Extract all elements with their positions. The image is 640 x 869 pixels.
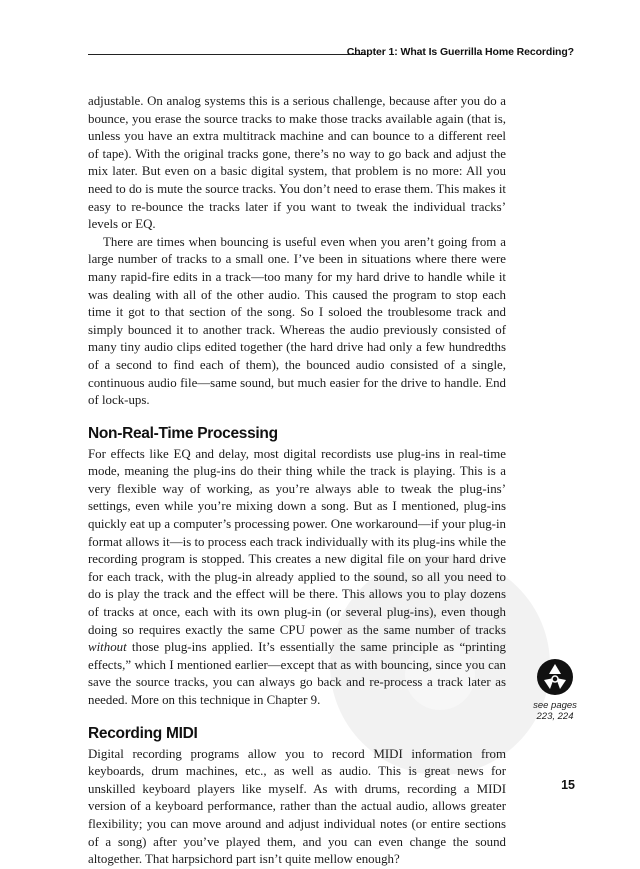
see-pages-label: see pages [533,700,577,711]
page-number: 15 [561,778,575,792]
paragraph: There are times when bouncing is useful even when you aren’t going from a large number of tracks to a small one. I’ve been in situations where there were many rapid-fire edits in a track—too many for my hard drive to handle while it was dealing with all of the other audio. This caused the program to stop each time it got to that section of the song. So I soloed the troublesome track and simply bounced it to another track. Whereas the audio previously consisted of many tiny audio clips edited together (the hard drive had only a few hundredths of a second to find each of them), the bounced audio consisted of a single, continuous audio file—same sound, but much easier for the drive to handle. End of lock-ups. [88,234,506,408]
section-heading: Recording MIDI [88,724,198,742]
paragraph-text: those plug-ins applied. It’s essentially the same principle as “printing effects,” which I mentioned earlier—except that as with bouncing, since you can save the source tracks, you can always go back and re-process a track later as needed. More on this technique in Chapter 9. [88,640,506,707]
chapter-title: Chapter 1: What Is Guerrilla Home Recording? [346,46,574,58]
header-rule [88,54,366,55]
emphasis: without [88,640,127,655]
see-pages-numbers: 223, 224 [536,711,574,722]
section-heading: Non-Real-Time Processing [88,424,278,442]
running-head [88,44,574,62]
paragraph [88,446,506,710]
paragraph: adjustable. On analog systems this is a serious challenge, because after you do a bounce, you erase the source tracks to make those tracks available again (that is, unless you have an extra multitrack machine and can bounce to a different reel of tape). With the original tracks gone, there’s no way to go back and adjust the mix later. But even on a basic digital system, that problem is no more: All you need to do is mute the source tracks. You don’t need to erase them. This makes it easy to re-bounce the tracks later if you want to tweak the individual tracks’ levels or EQ. [88,94,506,232]
margin-note [520,658,590,722]
cross-reference-icon [536,658,574,696]
paragraph-text: For effects like EQ and delay, most digital recordists use plug-ins in real-time mode, meaning the plug-ins do their thing while the track is playing. This is a very flexible way of working, as you’re always able to tweak the plug-ins’ settings, even while you’re mixing down a song. But as I mentioned, plug-ins quickly eat up a computer’s processing power. One workaround—if your plug-in format allows it—is to process each track individually with its plug-ins while the recording program is stopped. This creates a new digital file on your hard drive for each track, with the plug-in already applied to the sound, so all you need to do is play the track and the effect will be there. This allows you to play dozens of tracks at once, each with its own plug-in (or several plug-ins), even though doing so requires exactly the same CPU power as the same number of tracks [88,446,506,637]
body-text [88,93,506,869]
paragraph: Digital recording programs allow you to record MIDI information from keyboards, drum machines, etc., as well as audio. This is great news for unskilled keyboard players like myself. As with drums, recording a MIDI version of a keyboard performance, rather than the actual audio, allows greater flexibility; you can move around and adjust individual notes (or entire sections of a song) after you’ve played them, and you can even change the sound altogether. That harpsichord part isn’t quite mellow enough? [88,746,506,867]
